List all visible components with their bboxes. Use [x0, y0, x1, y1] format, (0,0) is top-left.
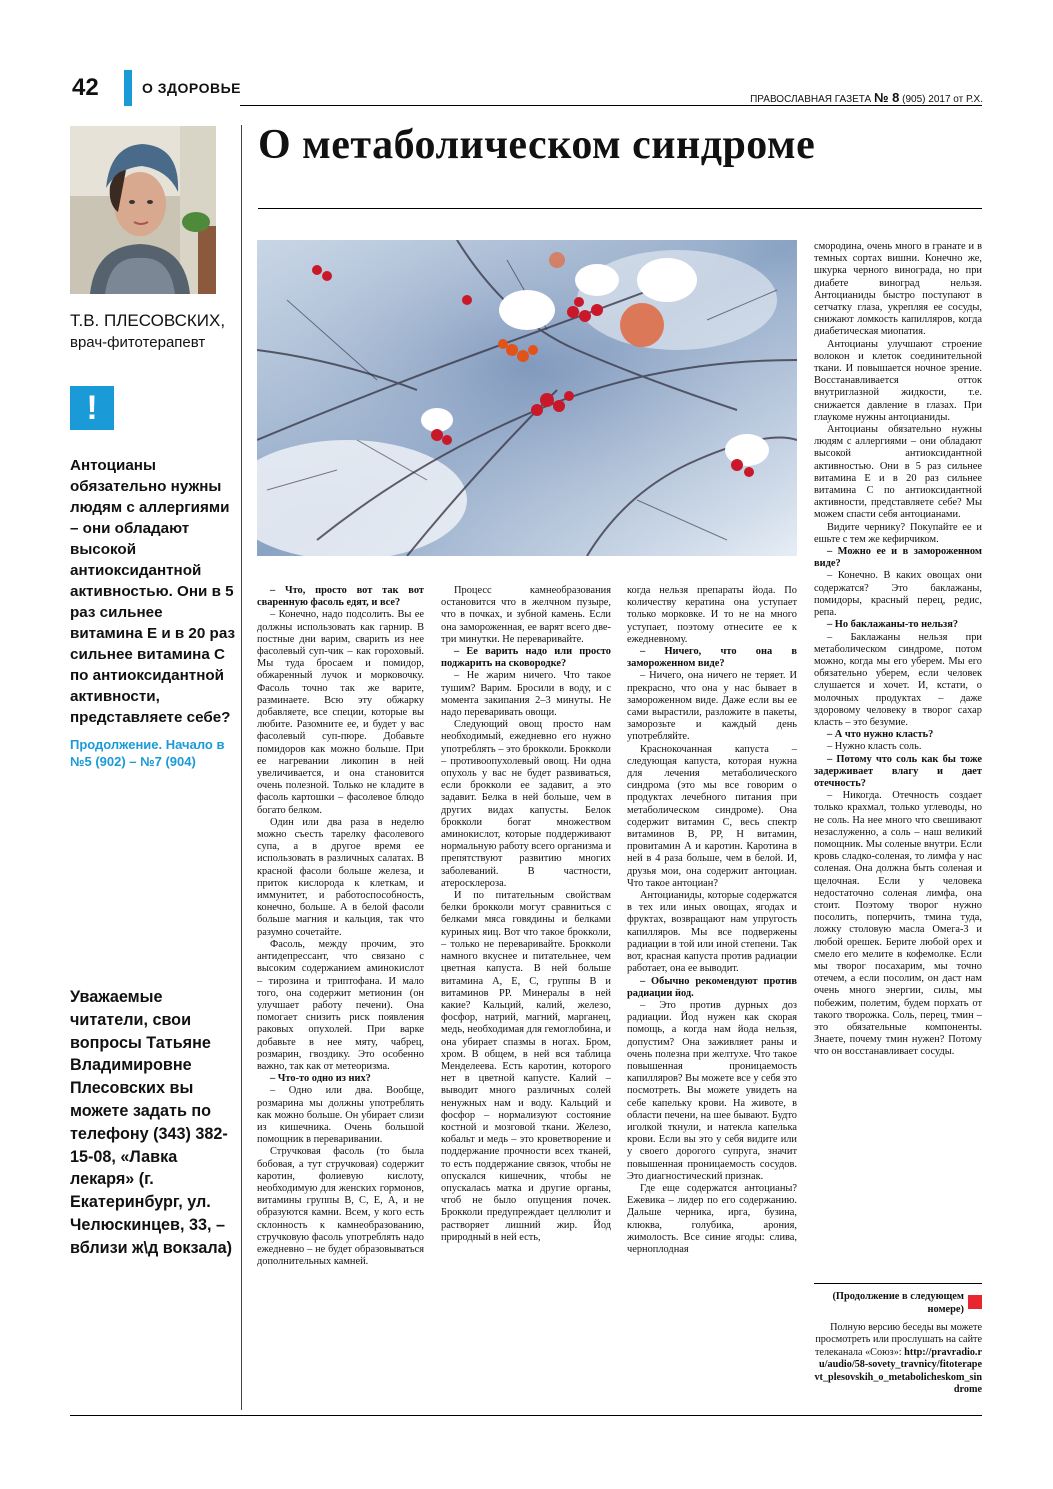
header-rule: [240, 105, 982, 106]
masthead-suffix: (905) 2017 от Р.Х.: [902, 94, 983, 105]
paragraph: Антоцианиды, которые содержатся в тех или иных овощах, ягодах и фруктах, возвращают нам упругость капилляров. Мы все подвержены радиации в той или иной степени. Так вот, красная капуста против радиации работает, она ее выводит.: [627, 890, 797, 975]
interview-question: – Ее варить надо или просто поджарить на сковородке?: [441, 646, 611, 670]
reader-contact-note: Уважаемые читатели, свои вопросы Татьяне Владимировне Плесовских вы можете задать по телефону (343) 382-15-08, «Лавка лекаря» (г. Екатеринбург, ул. Челюскинцев, 33, – вблизи ж\д вокзала): [70, 988, 233, 1257]
paragraph: – Никогда. Отечность создает только крахмал, только углеводы, но не соль. На нее много что свешивают незаслуженно, а соль – наш великий помощник. Мы соленые внутри. Если кровь сладко-соленая, то лимфа у нас соленая. Она должна быть соленая и щелочная. Если у человека недостаточно соленая лимфа, она стоит. Поэтому творог нужно посолить, поперчить, тмина туда, ложку столовую масла Омега-3 и любой орешек. Берите любой орех и смело его мелите в кофемолке. Если мы творог посахарим, мы точно отечем, а если посолим, он даст нам очень много энергии, силы, мы побежим, полетим, будем порхать от такого творожка. Соль, перец, тмин – это обязательные компоненты. Знаете, почему тмин нужен? Потому что он восстанавливает сосуды.: [814, 790, 982, 1058]
interview-question: – А что нужно класть?: [827, 729, 934, 741]
paragraph: Процесс камнеобразования остановится что в желчном пузыре, что в почках, и зубной камень. Если она замороженная, ее варят всего две-три минутки. Не переваривайте.: [441, 585, 611, 645]
paragraph: когда нельзя препараты йода. По количеству кератина она уступает только морковке. И то не на много уступает, поэтому отнесите ее к ежедневному.: [627, 585, 797, 645]
article-column-4: [814, 241, 982, 1266]
page-number: 42: [72, 74, 99, 101]
paragraph: Краснокочанная капуста – следующая капуста, которая нужна для лечения метаболического синдрома (это мы все говорим о продуктах лечебного питания при метаболическом синдроме). Она содержит витамин С, весь спектр витаминов В, РР, Н витамин, провитамин А и каротин. Каротина в ней в 4 раза больше, чем в белой. И, друзья мои, она содержит антоциан. Что такое антоциан?: [627, 743, 797, 889]
interview-question: – Потому что соль как бы тоже задерживает влагу и дает отечность?: [814, 753, 982, 789]
paragraph: Видите чернику? Покупайте ее и ешьте с тем же кефирчиком.: [814, 521, 982, 545]
paragraph: Один или два раза в неделю можно съесть тарелку фасолевого супа, а в другое время ее использовать в различных салатах. В красной фасоли больше железа, и приток кислорода к клеткам, и иммунитет, и работоспособность, конечно, больше. А в белой фасоли больше магния и кальция, так что разумно сочетайте.: [257, 816, 424, 938]
author-role: врач-фитотерапевт: [70, 334, 206, 351]
author-name: Т.В. ПЛЕСОВСКИХ,: [70, 311, 226, 330]
paragraph: Следующий овощ просто нам необходимый, ежедневно его нужно употреблять – это брокколи. Брокколи – противоопухолевый овощ. Ни одна опухоль у вас не будет развиваться, если брокколи ее задавит, а это задавит. Белка в ней больше, чем в других видах капусты. Белок брокколи богат множеством аминокислот, которые поддерживают нормальную работу всего организма и препятствуют развитию многих заболеваний. В частности, атеросклероза.: [441, 719, 611, 889]
exclamation-icon: !: [70, 386, 114, 430]
source-note-text: Полную версию беседы вы можете просмотреть или прослушать на сайте телеканала «Союз»:: [814, 1322, 982, 1358]
paragraph: – Баклажаны нельзя при метаболическом синдроме, потом можно, когда мы его уберем. Мы его обязательно уберем, если человек слушается и хочет. И, кстати, о молочных продуктах – даже здоровому человеку в творог сахар класть – это безумие.: [814, 631, 982, 728]
paragraph: – Не жарим ничего. Что такое тушим? Варим. Бросили в воду, и с момента закипания 2–3 минуты. Не надо переваривать овощи.: [441, 670, 611, 719]
pull-quote: Антоцианы обязательно нужны людям с аллергиями – они обладают высокой антиоксидантной активностью. Они в 5 раз сильнее витамина Е и в 20 раз сильнее витамина С по антиоксидантной активности, представляете себе?: [70, 457, 236, 726]
title-rule: [258, 208, 982, 209]
source-note: [814, 1322, 982, 1396]
interview-question: – Можно ее и в замороженном виде?: [814, 546, 982, 570]
masthead-number: № 8: [874, 90, 900, 105]
paragraph: Фасоль, между прочим, это антидепрессант, что связано с высоким содержанием аминокислот – тирозина и триптофана. И мало того, она содержит метионин (он улучшает работу печени). Она помогает снизить риск появления раковых опухолей. При варке добавьте в нее мяту, чабрец, розмарин, гвоздику. Это особенно важно, так как от метеоризма.: [257, 938, 424, 1072]
bottom-rule: [70, 1415, 982, 1416]
end-marker: [968, 1295, 982, 1309]
masthead: [750, 90, 983, 105]
interview-question: – Что-то одно из них?: [270, 1073, 371, 1085]
berries-in-snow-photo: [257, 240, 797, 556]
paragraph: – Ничего, она ничего не теряет. И прекрасно, что она у нас бывает в замороженном виде. Даже если вы ее сами вырастили, разложите в пакеты, заморозьте и каждый день употребляйте.: [627, 670, 797, 743]
continuation-note: Продолжение. Начало в №5 (902) – №7 (904): [70, 737, 225, 769]
masthead-prefix: ПРАВОСЛАВНАЯ ГАЗЕТА: [750, 94, 872, 105]
article-column-1: [257, 585, 424, 1410]
interview-question: – Обычно рекомендуют против радиации йод.: [627, 975, 797, 999]
paragraph: – Это против дурных доз радиации. Йод нужен как скорая помощь, а когда нам йода нельзя, допустим? Она заживляет раны и очень полезна при желтухе. Что такое повышенная проницаемость капилляров? Вы можете все у себя это посмотреть. Вы можете увидеть на себе капельку крови. На животе, в области печени, на шее бывают. Будто иголкой ткнули, и натекла капелька крови. Если вы это у себя видите или у своего дорогого супруга, значит повышенная проницаемость сосудов. Это диагностический признак.: [627, 999, 797, 1182]
paragraph: Антоцианы обязательно нужны людям с аллергиями – они обладают высокой антиоксидантной активностью. Они в 5 раз сильнее витамина Е и в 20 раз сильнее витамина С по антиоксидантной активности, представляете себе? Мы можем спасти себя антоцианами.: [814, 424, 982, 521]
paragraph: – Конечно. В каких овощах они содержатся? Это баклажаны, помидоры, красный перец, редис, репа.: [814, 570, 982, 619]
article-column-2: [441, 585, 611, 1410]
article-title: О метаболическом синдроме: [258, 122, 816, 168]
paragraph: – Одно или два. Вообще, розмарина мы должны употреблять как можно больше. Он убирает слизи из кишечника. Очень большой помощник в переваривании.: [257, 1085, 424, 1146]
to-be-continued: (Продолжение в следующем номере): [832, 1291, 964, 1315]
interview-question: – Что, просто вот так вот сваренную фасоль едят, и все?: [257, 585, 424, 609]
author-portrait: [70, 126, 216, 294]
paragraph: – Нужно класть соль.: [827, 741, 922, 753]
paragraph: И по питательным свойствам белки брокколи могут сравниться с белками мяса говядины и белками куриных яиц. Вот что такое брокколи, – только не переваривайте. Брокколи намного вкуснее и питательнее, чем цветная капуста. В ней больше витамина А, Е, С, группы В и витаминов РР. Минералы в ней какие? Кальций, калий, железо, фосфор, натрий, магний, марганец, медь, необходимая для гемоглобина, и она убирает спазмы в ногах. Бром, хром. В общем, в ней вся таблица Менделеева. Есть каротин, которого нет в цветной капусте. Калий – выводит много различных солей ненужных нам и воду. Кальций и фосфор – нормализуют состояние костной и мозговой ткани. Железо, кобальт и медь – это кроветворение и поддержание прочности всех тканей, то есть поддержание связок, чтобы не опускался кишечник, чтобы не опускалась матка и другие органы, чтоб не было опущения почек. Брокколи предупреждает целлюлит и растворяет лишний жир. Йод природный в ней есть,: [441, 890, 611, 1243]
article-column-3: [627, 585, 797, 1410]
footnote-rule: [814, 1283, 982, 1284]
paragraph: – Конечно, надо подсолить. Вы ее должны использовать как гарнир. В постные дни варим, сварить из нее фасолевый суп-чик – как гороховый. Мы туда бросаем и помидор, обжаренный лучок и морковочку. Фасоль точно так же варите, разминаете. Всю эту обжарку добавляете, все специи, которые вы любите. Разомните ее, и будет у вас фасолевый суп-пюре. Добавьте помидоров как можно больше. При ее нагревании ликопин в ней увеличивается, и она становится очень полезной. Только не кладите в фасоль картошки – фасолевое блюдо богато белком.: [257, 609, 424, 816]
paragraph: Стручковая фасоль (то была бобовая, а тут стручковая) содержит каротин, фолиевую кислоту, необходимую для женских гормонов, витамины группы В, С, Е, А, и не образуются камни. Всем, у кого есть склонность к камнеобразованию, стручковую фасоль употреблять надо ежедневно – не будет образовываться дополнительных камней.: [257, 1146, 424, 1268]
interview-question: – Но баклажаны-то нельзя?: [827, 619, 959, 631]
paragraph: Где еще содержатся антоцианы? Ежевика – лидер по его содержанию. Дальше черника, ирга, бузина, клюква, голубика, арония, жимолость. Все синие ягоды: слива, черноплодная: [627, 1182, 797, 1255]
paragraph: смородина, очень много в гранате и в темных сортах вишни. Конечно же, шкурка черного винограда, но при диабете виноград нельзя. Антоцианиды быстро поступают в сетчатку глаза, укрепляя ее сосуды, снижают ломкость капилляров, когда диабетическая миопатия.: [814, 241, 982, 338]
paragraph: Антоцианы улучшают строение волокон и клеток соединительной ткани. И повышается ночное зрение. Восстанавливается отток внутриглазной жидкости, т.е. снижается давление в глазах. При глаукоме нужны антоцианиды.: [814, 338, 982, 423]
section-title: О ЗДОРОВЬЕ: [142, 80, 241, 96]
source-link[interactable]: http://pravradio.ru/audio/58-sovety_travnicy/fitoterapevt_plesovskih_o_metabolicheskom_sindrome: [814, 1346, 982, 1396]
section-marker: [124, 70, 132, 106]
interview-question: – Ничего, что она в замороженном виде?: [627, 646, 797, 670]
